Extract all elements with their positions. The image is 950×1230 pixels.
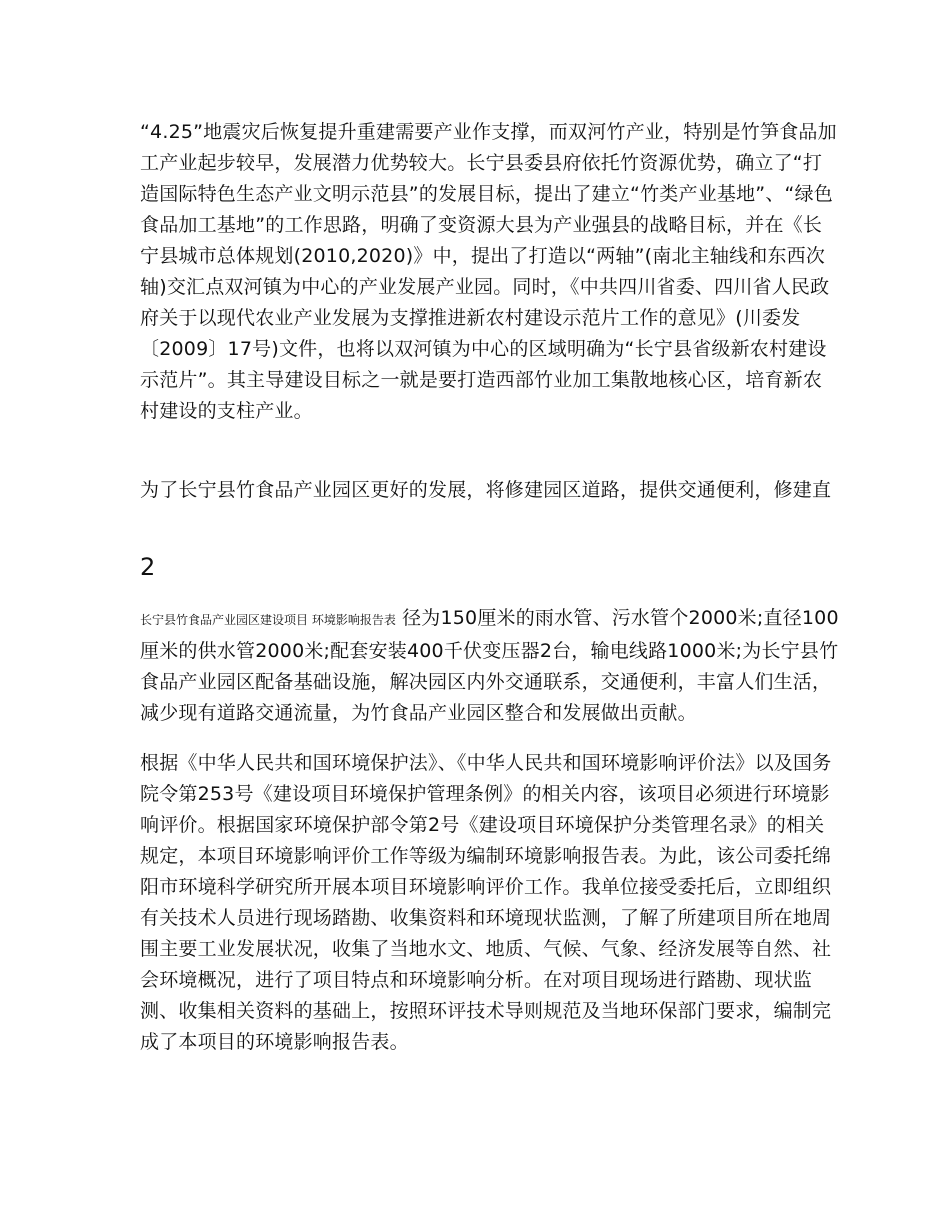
paragraph-assessment-basis: 根据《中华人民共和国环境保护法》、《中华人民共和国环境影响评价法》以及国务院令第253号《建设项目环境保护管理条例》的相关内容，该项目必须进行环境影响评价。根据国家环境保护部令第2号《建设项目环境保护分类管理名录》的相关规定，本项目环境影响评价工作等级为编制环境影响报告表。为此，该公司委托绵阳市环境科学研究所开展本项目环境影响评价工作。我单位接受委托后，立即组织有关技术人员进行现场踏勘、收集资料和环境现状监测，了解了所建项目所在地周围主要工业发展状况，收集了当地水文、地质、气候、气象、经济发展等自然、社会环境概况，进行了项目特点和环境影响分析。在对项目现场进行踏勘、现状监测、收集相关资料的基础上，按照环评技术导则规范及当地环保部门要求，编制完成了本项目的环境影响报告表。 [140,752,832,1053]
paragraph-road-construction: 为了长宁县竹食品产业园区更好的发展，将修建园区道路，提供交通便利，修建直 [140,479,832,501]
page-number: 2 [140,553,156,581]
paragraph-infrastructure [140,603,840,729]
paragraph-earthquake-recovery: “4.25”地震灾后恢复提升重建需要产业作支撑，而双河竹产业，特别是竹笋食品加工产业起步较早，发展潜力优势较大。长宁县委县府依托竹资源优势，确立了“打造国际特色生态产业文明示范县”的发展目标，提出了建立“竹类产业基地”、“绿色食品加工基地”的工作思路，明确了变资源大县为产业强县的战略目标，并在《长宁县城市总体规划(2010,2020)》中，提出了打造以“两轴”(南北主轴线和东西次轴)交汇点双河镇为中心的产业发展产业园。同时，《中共四川省委、四川省人民政府关于以现代农业产业发展为支撑推进新农村建设示范片工作的意见》(川委发〔2009〕17号)文件，也将以双河镇为中心的区域明确为“长宁县省级新农村建设示范片”。其主导建设目标之一就是要打造西部竹业加工集散地核心区，培育新农村建设的支柱产业。 [140,121,837,422]
paragraph-infrastructure-text: 径为150厘米的雨水管、污水管个2000米;直径100厘米的供水管2000米;配套安装400千伏变压器2台，输电线路1000米;为长宁县竹食品产业园区配备基础设施，解决园区内外交通联系，交通便利，丰富人们生活，减少现有道路交通流量，为竹食品产业园区整合和发展做出贡献。 [140,607,839,724]
running-header-label: 长宁县竹食品产业园区建设项目 环境影响报告表 [140,613,396,627]
